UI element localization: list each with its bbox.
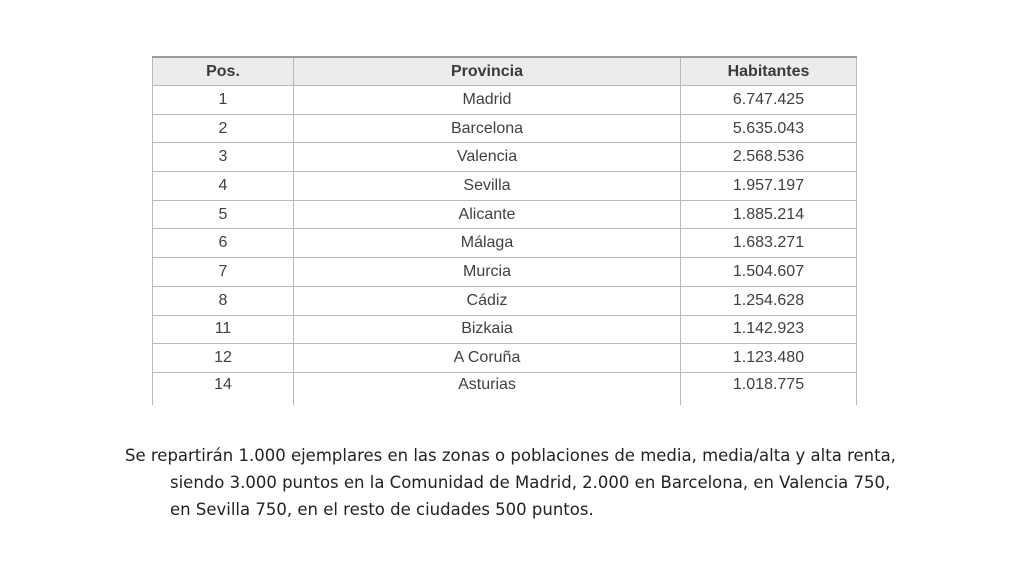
cell-pos: 7 [153, 258, 294, 287]
cell-habitantes: 1.885.214 [681, 200, 857, 229]
cell-provincia: Bizkaia [294, 315, 681, 344]
cell-habitantes: 1.254.628 [681, 286, 857, 315]
cell-pos: 8 [153, 286, 294, 315]
table-row [153, 286, 857, 315]
cell-habitantes: 1.957.197 [681, 172, 857, 201]
cell-provincia: Valencia [294, 143, 681, 172]
cell-provincia: Sevilla [294, 172, 681, 201]
table-row [153, 258, 857, 287]
cell-pos: 11 [153, 315, 294, 344]
cell-provincia: Asturias [294, 372, 681, 405]
table-row [153, 172, 857, 201]
cell-provincia: Alicante [294, 200, 681, 229]
cell-provincia: Barcelona [294, 114, 681, 143]
table-row [153, 200, 857, 229]
cell-habitantes: 1.142.923 [681, 315, 857, 344]
table-row [153, 372, 857, 405]
header-pos: Pos. [153, 57, 294, 86]
note-line: en Sevilla 750, en el resto de ciudades 500 puntos. [170, 500, 594, 519]
header-habitantes: Habitantes [681, 57, 857, 86]
cell-pos: 4 [153, 172, 294, 201]
table-row [153, 114, 857, 143]
cell-habitantes: 1.683.271 [681, 229, 857, 258]
cell-pos: 5 [153, 200, 294, 229]
cell-pos: 2 [153, 114, 294, 143]
distribution-note [125, 442, 945, 523]
cell-pos: 12 [153, 344, 294, 373]
table-row [153, 344, 857, 373]
table-row [153, 229, 857, 258]
cell-pos: 14 [153, 372, 294, 405]
table-row [153, 86, 857, 115]
header-provincia: Provincia [294, 57, 681, 86]
cell-pos: 3 [153, 143, 294, 172]
cell-provincia: Cádiz [294, 286, 681, 315]
cell-habitantes: 2.568.536 [681, 143, 857, 172]
cell-provincia: A Coruña [294, 344, 681, 373]
cell-habitantes: 1.018.775 [681, 372, 857, 405]
population-table-container [152, 56, 856, 405]
note-line: siendo 3.000 puntos en la Comunidad de Madrid, 2.000 en Barcelona, en Valencia 750, [170, 473, 891, 492]
cell-habitantes: 1.123.480 [681, 344, 857, 373]
cell-habitantes: 5.635.043 [681, 114, 857, 143]
population-table [152, 56, 857, 405]
table-row [153, 315, 857, 344]
cell-habitantes: 1.504.607 [681, 258, 857, 287]
note-line: Se repartirán 1.000 ejemplares en las zonas o poblaciones de media, media/alta y alta renta, [125, 446, 896, 465]
cell-provincia: Madrid [294, 86, 681, 115]
cell-pos: 6 [153, 229, 294, 258]
cell-habitantes: 6.747.425 [681, 86, 857, 115]
table-row [153, 143, 857, 172]
cell-provincia: Murcia [294, 258, 681, 287]
table-header-row [153, 57, 857, 86]
cell-provincia: Málaga [294, 229, 681, 258]
cell-pos: 1 [153, 86, 294, 115]
